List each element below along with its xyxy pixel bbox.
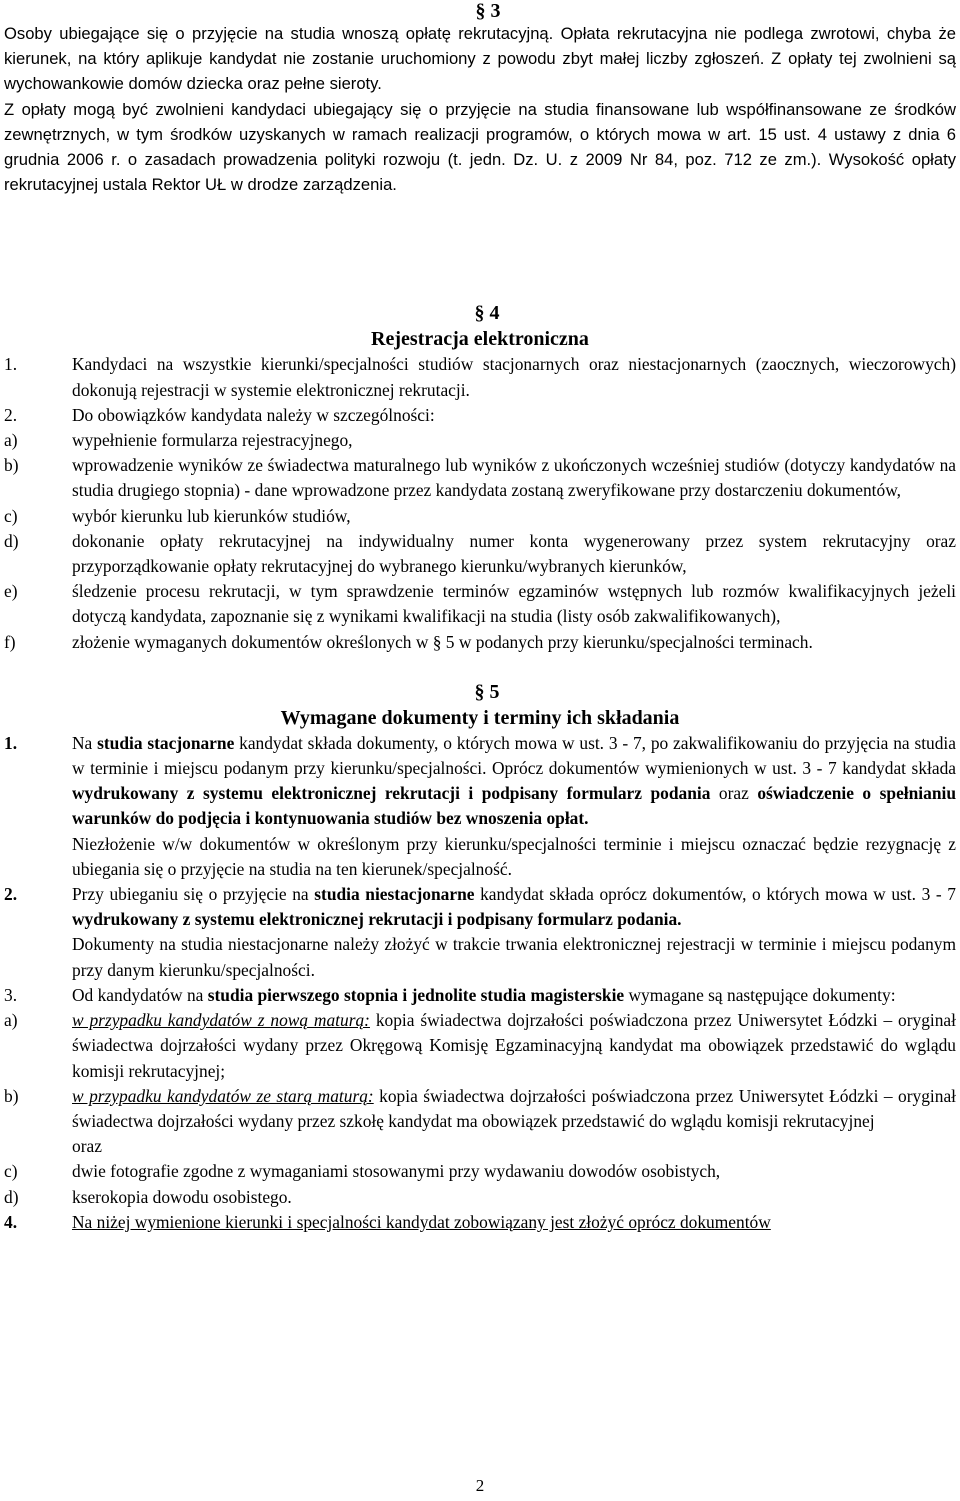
s5-item-2-bold-2: wydrukowany z systemu elektronicznej rekrutacji i podpisany formularz podania. <box>72 909 682 930</box>
s4-item-a <box>4 428 956 453</box>
s5-item-1-bold-1: studia stacjonarne <box>97 732 235 753</box>
s4-item-2-label: 2. <box>4 404 18 425</box>
s5-item-1-bold-2: wydrukowany z systemu elektronicznej rekrutacji i podpisany formularz podania <box>72 783 711 804</box>
section-3-paragraph-1: Osoby ubiegające się o przyjęcie na studia wnoszą opłatę rekrutacyjną. Opłata rekrutacyjna nie podlega zwrotowi, chyba że kierunek, na który aplikuje kandydat nie zostanie uruchomiony z powodu zbyt małej liczby zgłoszeń. Z opłaty tej zwolnieni są wychowankowie domów dziecka oraz pełne sieroty. <box>4 24 956 94</box>
s5-item-2-paragraph <box>72 882 956 932</box>
s5-sub-b-label: b) <box>4 1085 19 1106</box>
s5-sub-a <box>4 1008 956 1084</box>
section-5-number: § 5 <box>474 680 500 703</box>
s5-item-3-text-2: wymagane są następujące dokumenty: <box>624 984 896 1005</box>
s5-item-1-bold-3: oświadczenie o spełnianiu warunków do podjęcia i kontynuowania studiów bez wnoszenia opłat. <box>72 783 956 829</box>
s5-item-3-label: 3. <box>4 984 18 1005</box>
s4-item-b-text: wprowadzenie wyników ze świadectwa maturalnego lub wyników z ukończonych wcześniej studiów (dotyczy kandydatów na studia drugiego stopnia) - dane wprowadzone przez kandydata zostaną zweryfikowane przy dostarczeniu dokumentów, <box>72 455 956 501</box>
s5-sub-b-text <box>72 1084 956 1134</box>
s4-item-2-text: Do obowiązków kandydata należy w szczególności: <box>72 404 435 425</box>
s5-item-3-text <box>72 983 956 1008</box>
s4-item-e <box>4 579 956 629</box>
s5-item-1-text-2: kandydat składa dokumenty, o których mowa w ust. 3 - 7, po zakwalifikowaniu do przyjęcia na studia w terminie i miejscu podanym przy kierunku/specjalności. Oprócz dokumentów wymienionych w ust. 3 - 7 kandydat składa <box>72 732 956 779</box>
section-3-number: § 3 <box>475 0 501 22</box>
s5-sub-c-text: dwie fotografie zgodne z wymaganiami stosowanymi przy wydawaniu dowodów osobistych, <box>72 1161 721 1182</box>
s5-sub-b-heading: w przypadku kandydatów ze starą maturą: <box>72 1085 374 1106</box>
s5-sub-b-body-text: kopia świadectwa dojrzałości poświadczona przez Uniwersytet Łódzki – oryginał świadectwa dojrzałości wydany przez szkołę kandydat ma obowiązek przedstawić do wglądu komisji rekrutacyjnej <box>72 1085 957 1131</box>
s5-item-1-paragraph-2: Niezłożenie w/w dokumentów w określonym przy kierunku/specjalności terminie i miejscu oznaczać będzie rezygnację z ubiegania się o przyjęcie na studia na ten kierunek/specjalność. <box>72 833 956 879</box>
s4-item-d-label: d) <box>4 530 19 551</box>
section-4-number: § 4 <box>474 302 500 325</box>
s4-item-f-label: f) <box>4 631 16 652</box>
section-4-title: Rejestracja elektroniczna <box>371 328 589 351</box>
s5-item-4-label: 4. <box>4 1211 18 1232</box>
s4-item-1-text: Kandydaci na wszystkie kierunki/specjalności studiów stacjonarnych oraz niestacjonarnych (zaocznych, wieczorowych) dokonują rejestracji w systemie elektronicznej rekrutacji. <box>72 354 956 400</box>
s4-item-c <box>4 504 956 529</box>
s5-item-4 <box>4 1210 956 1235</box>
page-content <box>4 0 956 1235</box>
s5-sub-a-text <box>72 1008 956 1084</box>
s4-item-b-label: b) <box>4 455 19 476</box>
s4-item-a-text: wypełnienie formularza rejestracyjnego, <box>72 430 353 451</box>
section-5-title: Wymagane dokumenty i terminy ich składania <box>280 706 680 729</box>
s5-item-1-text-1: Na <box>72 732 98 753</box>
s5-item-2-label: 2. <box>4 884 18 905</box>
s5-item-2-paragraph-2: Dokumenty na studia niestacjonarne należy złożyć w trakcie trwania elektronicznej rejestracji w terminie i miejscu podanym przy danym kierunku/specjalności. <box>72 934 956 980</box>
section-3-paragraph-2: Z opłaty mogą być zwolnieni kandydaci ubiegający się o przyjęcie na studia finansowane lub współfinansowane ze środków zewnętrznych, w tym środków uzyskanych w ramach realizacji programów, o których mowa w art. 15 ust. 4 ustawy z dnia 6 grudnia 2006 r. o zasadach prowadzenia polityki rozwoju (t. jedn. Dz. U. z 2009 Nr 84, poz. 712 ze zm.). Wysokość opłaty rekrutacyjnej ustala Rektor UŁ w drodze zarządzenia. <box>4 99 956 195</box>
page-number: 2 <box>475 1476 485 1495</box>
s5-item-3-bold: studia pierwszego stopnia i jednolite studia magisterskie <box>207 984 625 1005</box>
s4-item-1 <box>4 352 956 402</box>
s5-item-2-bold-1: studia niestacjonarne <box>314 884 475 905</box>
s5-item-3 <box>4 983 956 1008</box>
s5-item-1-paragraph <box>72 731 956 832</box>
s5-sub-c-label: c) <box>4 1161 18 1182</box>
s4-item-2 <box>4 403 956 428</box>
oraz-text: oraz <box>72 1136 102 1157</box>
s4-item-e-label: e) <box>4 581 18 602</box>
s5-sub-d-text: kserokopia dowodu osobistego. <box>72 1186 292 1207</box>
s5-item-2-text-2: kandydat składa oprócz dokumentów, o których mowa w ust. 3 - 7 <box>474 884 956 905</box>
s5-item-1-text-3: oraz <box>710 783 758 804</box>
s5-item-4-text: Na niżej wymienione kierunki i specjalności kandydat zobowiązany jest złożyć oprócz dokumentów <box>72 1211 771 1232</box>
s4-item-e-text: śledzenie procesu rekrutacji, w tym sprawdzenie terminów egzaminów wstępnych lub rozmów kwalifikacyjnych jeżeli dotyczą kandydata, zapoznanie się z wynikami kwalifikacji na studia (listy osób zakwalifikowanych), <box>72 581 956 627</box>
s4-item-c-label: c) <box>4 505 18 526</box>
s5-sub-d <box>4 1185 956 1210</box>
s5-sub-b-body <box>72 1084 956 1160</box>
s5-item-2-body <box>72 882 956 983</box>
s5-sub-a-heading: w przypadku kandydatów z nową maturą: <box>72 1010 370 1031</box>
s4-item-f-text: złożenie wymaganych dokumentów określonych w § 5 w podanych przy kierunku/specjalności terminach. <box>72 631 813 652</box>
s4-item-f <box>4 630 956 655</box>
s4-item-c-text: wybór kierunku lub kierunków studiów, <box>72 505 351 526</box>
s4-item-a-label: a) <box>4 430 18 451</box>
s5-item-2 <box>4 882 956 983</box>
s5-item-1 <box>4 731 956 882</box>
s5-sub-a-body: kopia świadectwa dojrzałości poświadczona przez Uniwersytet Łódzki – oryginał świadectwa dojrzałości wydany przez Okręgową Komisję Egzaminacyjną kandydat ma obowiązek przedstawić do wglądu komisji rekrutacyjnej; <box>72 1010 956 1081</box>
s5-sub-c <box>4 1159 956 1184</box>
s5-sub-a-label: a) <box>4 1010 18 1031</box>
s5-item-2-text-1: Przy ubieganiu się o przyjęcie na <box>72 884 315 905</box>
s4-item-d <box>4 529 956 579</box>
s4-item-1-label: 1. <box>4 354 18 375</box>
s5-sub-d-label: d) <box>4 1186 19 1207</box>
s5-sub-b <box>4 1084 956 1160</box>
s5-item-3-text-1: Od kandydatów na <box>72 984 208 1005</box>
s4-item-d-text: dokonanie opłaty rekrutacyjnej na indywidualny numer konta wygenerowany przez system rekrutacyjny oraz przyporządkowanie opłaty rekrutacyjnej do wybranego kierunku/wybranych kierunków, <box>72 530 956 577</box>
s5-item-1-body <box>72 731 956 882</box>
s5-item-1-label: 1. <box>4 732 18 753</box>
s4-item-b <box>4 453 956 503</box>
